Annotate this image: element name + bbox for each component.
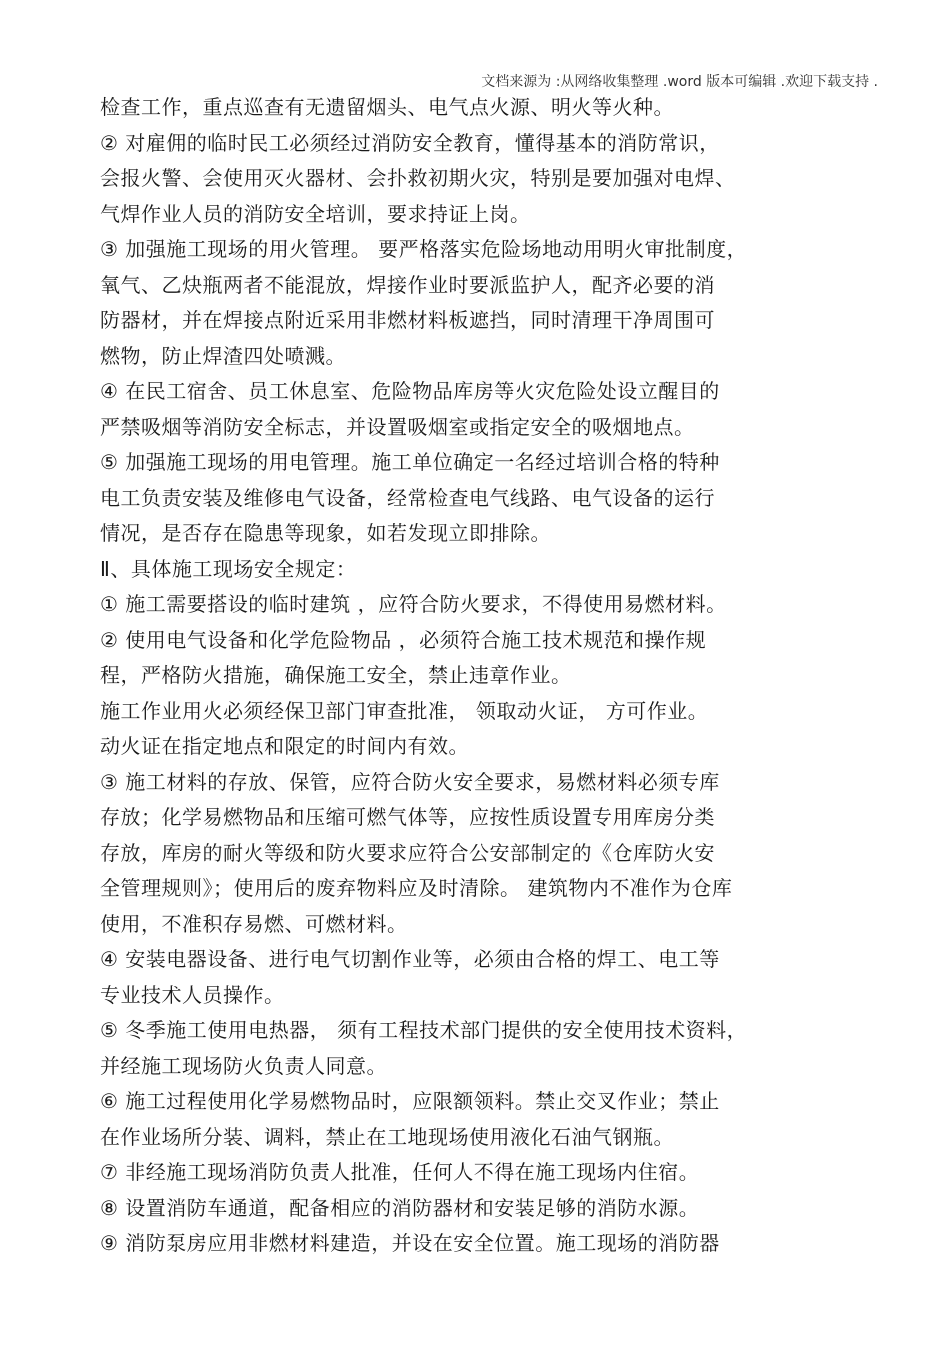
text-line: 氧气、乙炔瓶两者不能混放，焊接作业时要派监护人，配齐必要的消 bbox=[100, 273, 715, 297]
text-line: 电工负责安装及维修电气设备，经常检查电气线路、电气设备的运行 bbox=[100, 486, 715, 510]
text-line: 动火证在指定地点和限定的时间内有效。 bbox=[100, 734, 469, 758]
text-line: 情况，是否存在隐患等现象，如若发现立即排除。 bbox=[100, 521, 551, 545]
text-line: 会报火警、会使用灭火器材、会扑救初期火灾，特别是要加强对电焊、 bbox=[100, 166, 736, 190]
text-line: ⑥ 施工过程使用化学易燃物品时，应限额领料。禁止交叉作业；禁止 bbox=[100, 1089, 720, 1113]
header-note: 文档来源为 :从网络收集整理 .word 版本可编辑 .欢迎下载支持 . bbox=[481, 74, 878, 90]
text-line: 防器材，并在焊接点附近采用非燃材料板遮挡，同时清理干净周围可 bbox=[100, 308, 715, 332]
text-line: ④ 在民工宿舍、员工休息室、危险物品库房等火灾危险处设立醒目的 bbox=[100, 379, 720, 403]
text-line: 并经施工现场防火负责人同意。 bbox=[100, 1054, 387, 1078]
text-line: 全管理规则》；使用后的废弃物料应及时清除。 建筑物内不准作为仓库 bbox=[100, 876, 733, 900]
text-line: 存放；化学易燃物品和压缩可燃气体等，应按性质设置专用库房分类 bbox=[100, 805, 715, 829]
text-line: 在作业场所分装、调料，禁止在工地现场使用液化石油气钢瓶。 bbox=[100, 1125, 674, 1149]
text-line: ⑤ 冬季施工使用电热器， 须有工程技术部门提供的安全使用技术资料， bbox=[100, 1018, 748, 1042]
text-line: 燃物，防止焊渣四处喷溅。 bbox=[100, 344, 346, 368]
text-line: ③ 加强施工现场的用火管理。 要严格落实危险场地动用明火审批制度， bbox=[100, 237, 748, 261]
text-line: ④ 安装电器设备、进行电气切割作业等，必须由合格的焊工、电工等 bbox=[100, 947, 720, 971]
text-line: 检查工作，重点巡查有无遗留烟头、电气点火源、明火等火种。 bbox=[100, 95, 674, 119]
text-line: 施工作业用火必须经保卫部门审查批准， 领取动火证， 方可作业。 bbox=[100, 699, 709, 723]
text-line: ② 使用电气设备和化学危险物品 ，必须符合施工技术规范和操作规 bbox=[100, 628, 707, 652]
text-line: ③ 施工材料的存放、保管，应符合防火安全要求，易燃材料必须专库 bbox=[100, 770, 720, 794]
text-line: 专业技术人员操作。 bbox=[100, 983, 285, 1007]
text-line: ⑦ 非经施工现场消防负责人批准，任何人不得在施工现场内住宿。 bbox=[100, 1160, 700, 1184]
text-line: 气焊作业人员的消防安全培训，要求持证上岗。 bbox=[100, 202, 531, 226]
text-line: ⑨ 消防泵房应用非燃材料建造，并设在安全位置。施工现场的消防器 bbox=[100, 1231, 720, 1255]
text-line: 程，严格防火措施，确保施工安全，禁止违章作业。 bbox=[100, 663, 572, 687]
text-line: ② 对雇佣的临时民工必须经过消防安全教育，懂得基本的消防常识， bbox=[100, 131, 720, 155]
text-line: ⑧ 设置消防车通道，配备相应的消防器材和安装足够的消防水源。 bbox=[100, 1196, 700, 1220]
text-line: ① 施工需要搭设的临时建筑 ，应符合防火要求，不得使用易燃材料。 bbox=[100, 592, 727, 616]
text-line: 严禁吸烟等消防安全标志，并设置吸烟室或指定安全的吸烟地点。 bbox=[100, 415, 695, 439]
text-line: ⑤ 加强施工现场的用电管理。施工单位确定一名经过培训合格的特种 bbox=[100, 450, 720, 474]
text-line: 存放，库房的耐火等级和防火要求应符合公安部制定的《仓库防火安 bbox=[100, 841, 715, 865]
section-heading: Ⅱ、具体施工现场安全规定： bbox=[100, 557, 357, 581]
text-line: 使用，不准积存易燃、可燃材料。 bbox=[100, 912, 408, 936]
